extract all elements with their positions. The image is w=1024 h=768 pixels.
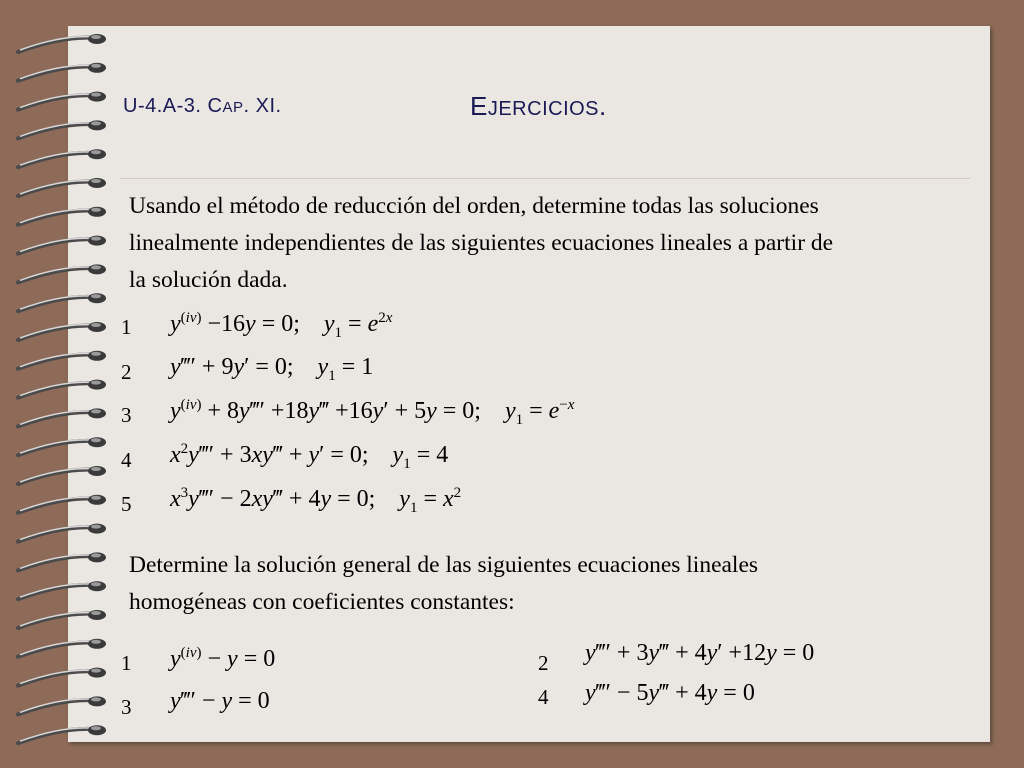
header-divider [120,178,970,179]
section2-instructions [129,547,989,621]
equation-1-1: $y^{(iv)} -16y = 0$; $y_1 = e^{2x}$ [170,310,393,341]
equation-1-4: $x^2y‴'$ + 3xy‴ + y′ = 0; $y_1 = 4$ [170,441,449,472]
spiral-ring [18,149,106,167]
section1-line2: linealmente independientes de las siguientes ecuaciones lineales a partir de [129,230,834,256]
equation-1-2: y‴′ + 9y′ = 0; $y_1 = 1$ [170,354,374,384]
spiral-ring [18,322,106,340]
spiral-ring [18,92,106,110]
section1-line1: Usando el método de reducción del orden, determine todas las soluciones [129,193,819,219]
unit-title-smallcaps: AP [222,99,244,116]
equation-1-3: $y^{(iv)}$ + 8y‴′ +18y‴ +16y′ + 5y = 0; $y_1 = e^{-x}$ [170,397,575,428]
spiral-ring [18,207,106,225]
unit-title-part: U-4.A-3. C [123,95,223,117]
spiral-ring [18,63,106,81]
spiral-ring [18,696,106,714]
spiral-ring [18,524,106,542]
exercise-number: 2 [121,360,132,384]
spiral-ring [18,380,106,398]
spiral-ring [18,495,106,513]
spiral-ring [18,178,106,196]
spiral-ring [18,351,106,369]
spiral-ring [18,236,106,254]
spiral-ring [18,264,106,282]
spiral-binding [0,20,120,750]
exercise-number: 1 [121,315,132,339]
unit-title-rest: . XI. [243,95,282,117]
section2-line1: Determine la solución general de las siguientes ecuaciones lineales [129,552,759,578]
exercise-number: 4 [538,685,549,709]
spiral-ring [18,581,106,599]
exercises-title-part: E [470,91,488,121]
section1-line3: la solución dada. [129,267,288,293]
equation-2-2: y‴′ + 3y‴ + 4y′ +12y = 0 [585,640,815,666]
spiral-ring [18,34,106,52]
exercise-number: 2 [538,651,549,675]
exercises-title-smallcaps: JERCICIOS [487,98,600,120]
spiral-ring [18,120,106,138]
spiral-ring [18,639,106,657]
exercise-number: 4 [121,448,132,472]
exercise-number: 3 [121,403,132,427]
section1-instructions [129,188,989,299]
unit-title [123,95,282,118]
exercise-number: 1 [121,651,132,675]
exercise-number: 5 [121,492,132,516]
spiral-ring [18,610,106,628]
equation-2-1: $y^{(iv)} - y = 0$ [170,645,276,672]
spiral-ring [18,293,106,311]
exercises-title [470,91,607,122]
equation-1-5: $x^3y‴'$ − 2xy‴ + 4y = 0; $y_1 = x^2$ [170,485,462,516]
exercise-number: 3 [121,695,132,719]
spiral-ring [18,552,106,570]
spiral-ring [18,437,106,455]
spiral-ring [18,408,106,426]
exercises-title-rest: . [599,91,607,121]
spiral-ring [18,725,106,743]
equation-2-4: y‴′ − 5y‴ + 4y = 0 [585,680,755,706]
section2-line2: homogéneas con coeficientes constantes: [129,589,515,615]
equation-2-3: y‴′ − y = 0 [170,688,270,714]
spiral-ring [18,466,106,484]
spiral-ring [18,668,106,686]
